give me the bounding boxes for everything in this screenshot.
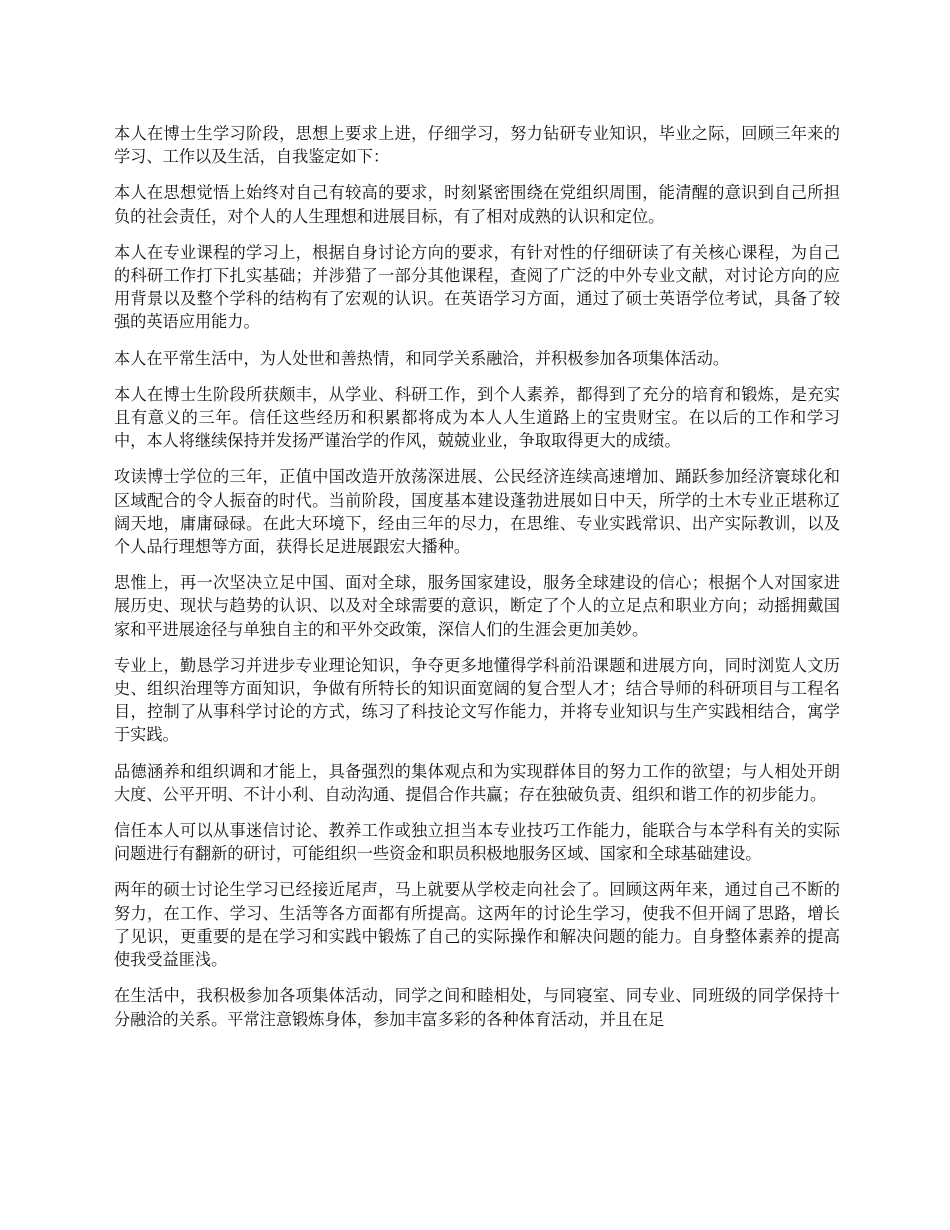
paragraph-era-context: 攻读博士学位的三年，正值中国改造开放荡深进展、公民经济连续高速增加、踊跃参加经济寰球化和区域配合的令人振奋的时代。当前阶段，国度基本建设蓬勃进展如日中天，所学的土木专业正堪称辽阔天地，庸庸碌碌。在此大环境下，经由三年的尽力，在思维、专业实践常识、出产实际教训，以及个人品行理想等方面，获得长足进展跟宏大播种。 <box>114 467 840 557</box>
paragraph-life-activities: 在生活中，我积极参加各项集体活动，同学之间和睦相处，与同寝室、同专业、同班级的同学保持十分融洽的关系。平常注意锻炼身体，参加丰富多彩的各种体育活动，并且在足 <box>114 986 840 1029</box>
paragraph-thinking: 思惟上，再一次坚决立足中国、面对全球，服务国家建设，服务全球建设的信心；根据个人对国家进展历史、现状与趋势的认识、以及对全球需要的意识，断定了个人的立足点和职业方向；动摇拥戴国家和平进展途径与单独自主的和平外交政策，深信人们的生涯会更加美妙。 <box>114 573 840 639</box>
paragraph-daily-life: 本人在平常生活中，为人处世和善热情，和同学关系融洽，并积极参加各项集体活动。 <box>114 348 730 368</box>
paragraph-masters-review: 两年的硕士讨论生学习已经接近尾声，马上就要从学校走向社会了。回顾这两年来，通过自己不断的努力，在工作、学习、生活等各方面都有所提高。这两年的讨论生学习，使我不但开阔了思路，增长了见识，更重要的是在学习和实践中锻炼了自己的实际操作和解决问题的能力。自身整体素养的提高使我受益匪浅。 <box>114 880 840 970</box>
paragraph-professional: 专业上，勤恳学习并进步专业理论知识，争夺更多地懂得学科前沿课题和进展方向，同时浏览人文历史、组织治理等方面知识，争做有所特长的知识面宽阔的复合型人才；结合导师的科研项目与工程名目，控制了从事科学讨论的方式，练习了科技论文写作能力，并将专业知识与生产实践相结合，寓学于实践。 <box>114 655 840 745</box>
paragraph-coursework: 本人在专业课程的学习上，根据自身讨论方向的要求，有针对性的仔细研读了有关核心课程，为自己的科研工作打下扎实基础；并涉猎了一部分其他课程，查阅了广泛的中外专业文献，对讨论方向的应用背景以及整个学科的结构有了宏观的认识。在英语学习方面，通过了硕士英语学位考试，具备了较强的英语应用能力。 <box>114 242 840 332</box>
paragraph-ideology: 本人在思想觉悟上始终对自己有较高的要求，时刻紧密围绕在党组织周围，能清醒的意识到自己所担负的社会责任，对个人的人生理想和进展目标，有了相对成熟的认识和定位。 <box>114 183 840 226</box>
paragraph-intro: 本人在博士生学习阶段，思想上要求上进，仔细学习，努力钻研专业知识，毕业之际，回顾三年来的学习、工作以及生活，自我鉴定如下： <box>114 124 840 167</box>
paragraph-character: 品德涵养和组织调和才能上，具备强烈的集体观点和为实现群体目的努力工作的欲望；与人相处开朗大度、公平开明、不计小利、自动沟通、提倡合作共赢；存在独破负责、组织和谐工作的初步能力。 <box>114 761 840 804</box>
paragraph-capability: 信任本人可以从事迷信讨论、教养工作或独立担当本专业技巧工作能力，能联合与本学科有关的实际问题进行有翻新的研讨，可能组织一些资金和职员积极地服务区域、国家和全球基础建设。 <box>114 821 840 864</box>
document-body <box>114 122 840 1044</box>
paragraph-phd-summary: 本人在博士生阶段所获颇丰，从学业、科研工作，到个人素养，都得到了充分的培育和锻炼，是充实且有意义的三年。信任这些经历和积累都将成为本人人生道路上的宝贵财宝。在以后的工作和学习中，本人将继续保持并发扬严谨治学的作风，兢兢业业，争取取得更大的成绩。 <box>114 384 840 451</box>
